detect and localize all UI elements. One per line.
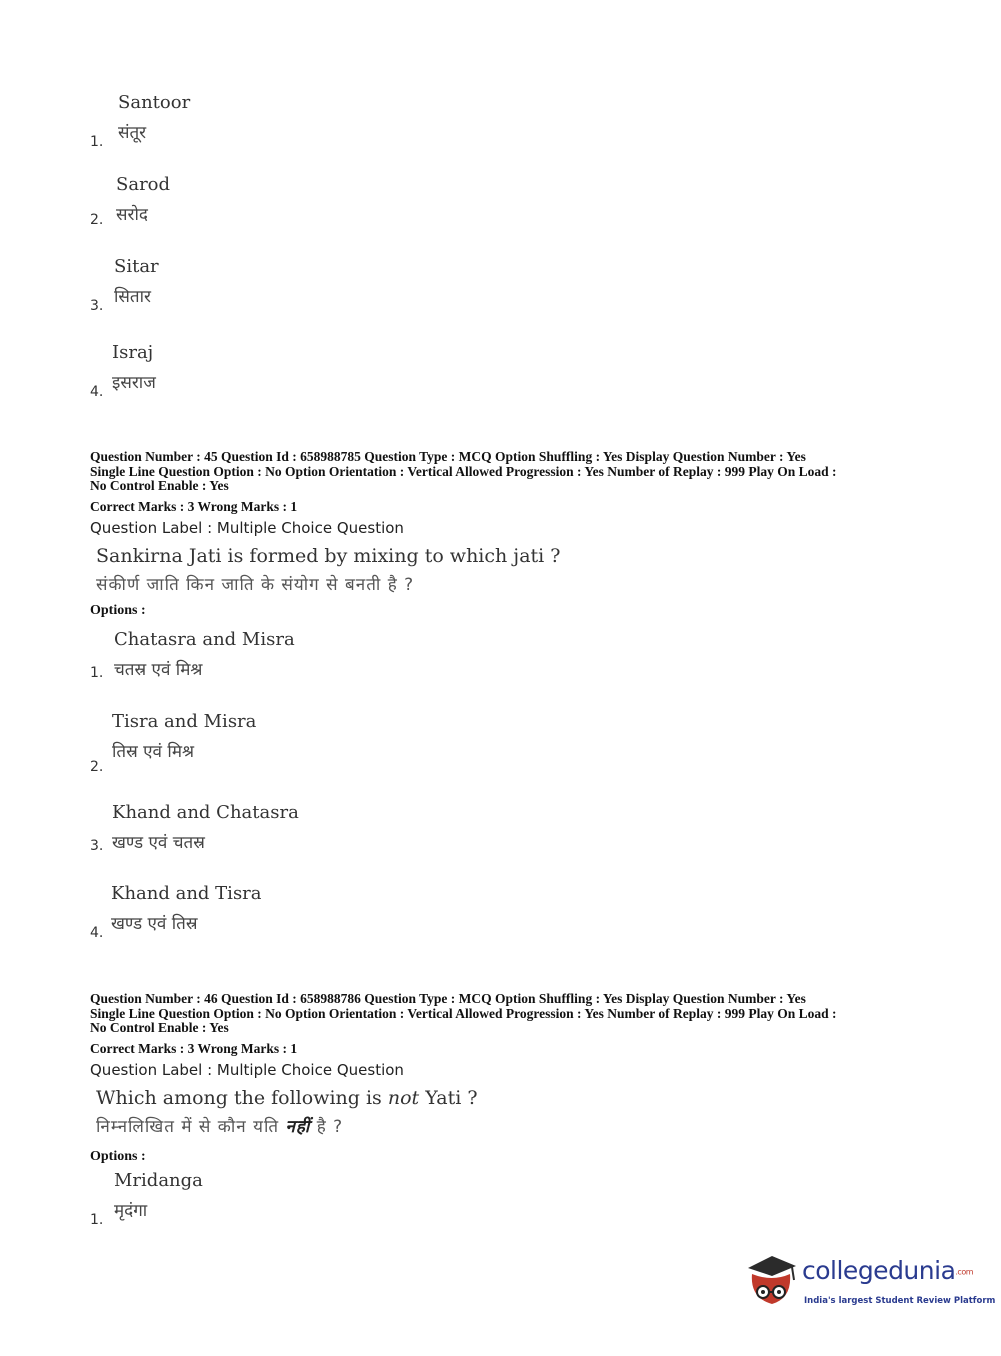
collegedunia-logo <box>742 1250 996 1314</box>
question-meta <box>90 450 920 494</box>
question-label: Question Label : Multiple Choice Question <box>90 1061 404 1079</box>
option-text-hi: खण्ड एवं चतस्र <box>112 833 205 853</box>
option-number: 1. <box>90 134 104 150</box>
option-text-hi: चतस्र एवं मिश्र <box>114 660 203 680</box>
meta-line: No Control Enable : Yes <box>90 1020 229 1035</box>
meta-line: Question Number : 46 Question Id : 658988786 Question Type : MCQ Option Shuffling : Yes Display Question Number : Yes <box>90 991 806 1006</box>
option-text-hi: तिस्र एवं मिश्र <box>112 742 195 762</box>
question-text-hi: संकीर्ण जाति किन जाति के संयोग से बनती है ? <box>96 575 415 595</box>
option-text-hi: इसराज <box>112 373 156 393</box>
meta-line: Question Number : 45 Question Id : 658988785 Question Type : MCQ Option Shuffling : Yes Display Question Number : Yes <box>90 449 806 464</box>
option-text-en: Mridanga <box>114 1170 203 1191</box>
option-text-en: Khand and Tisra <box>111 883 262 904</box>
option-text-en: Israj <box>112 342 154 363</box>
option-number: 1. <box>90 1212 104 1228</box>
marks-info: Correct Marks : 3 Wrong Marks : 1 <box>90 499 298 514</box>
mascot-icon <box>742 1250 802 1314</box>
brand-suffix: .com <box>955 1267 974 1277</box>
meta-line: Single Line Question Option : No Option Orientation : Vertical Allowed Progression : Yes Number of Replay : 999 Play On Load : <box>90 1005 837 1021</box>
option-text-hi: खण्ड एवं तिस्र <box>111 914 198 934</box>
option-number: 4. <box>90 384 104 400</box>
option-number: 3. <box>90 838 104 854</box>
option-text-en: Santoor <box>118 92 191 113</box>
options-label: Options : <box>90 1149 146 1164</box>
option-number: 2. <box>90 212 104 228</box>
option-text-en: Tisra and Misra <box>112 711 257 732</box>
option-number: 4. <box>90 925 104 941</box>
brand-name <box>802 1256 973 1285</box>
meta-line: Single Line Question Option : No Option Orientation : Vertical Allowed Progression : Yes Number of Replay : 999 Play On Load : <box>90 463 837 479</box>
question-text-en: Sankirna Jati is formed by mixing to which jati ? <box>96 545 561 567</box>
option-text-hi: संतूर <box>118 123 147 143</box>
question-label: Question Label : Multiple Choice Question <box>90 519 404 537</box>
option-text-en: Sarod <box>116 174 171 195</box>
option-number: 3. <box>90 298 104 314</box>
options-label: Options : <box>90 603 146 618</box>
option-text-en: Sitar <box>114 256 159 277</box>
question-text-emphasis: नहीं <box>285 1117 311 1137</box>
option-text-en: Khand and Chatasra <box>112 802 299 823</box>
question-text-hi <box>96 1114 343 1137</box>
question-text-part: निम्नलिखित में से कौन यति <box>96 1117 286 1137</box>
option-number: 1. <box>90 665 104 681</box>
option-text-hi: सितार <box>114 287 151 307</box>
option-text-hi: सरोद <box>116 205 148 225</box>
brand-text: collegedunia <box>802 1256 956 1285</box>
option-text-en: Chatasra and Misra <box>114 629 295 650</box>
question-text-part: Which among the following is <box>96 1087 388 1109</box>
question-meta <box>90 992 920 1036</box>
question-text-part: Yati ? <box>419 1087 478 1109</box>
question-text-emphasis: not <box>387 1087 420 1109</box>
question-text-en <box>96 1087 478 1109</box>
marks-info: Correct Marks : 3 Wrong Marks : 1 <box>90 1041 298 1056</box>
brand-tagline: India's largest Student Review Platform <box>804 1296 996 1306</box>
meta-line: No Control Enable : Yes <box>90 478 229 493</box>
option-text-hi: मृदंगा <box>114 1201 148 1221</box>
question-text-part: है ? <box>310 1117 344 1137</box>
option-number: 2. <box>90 759 104 775</box>
